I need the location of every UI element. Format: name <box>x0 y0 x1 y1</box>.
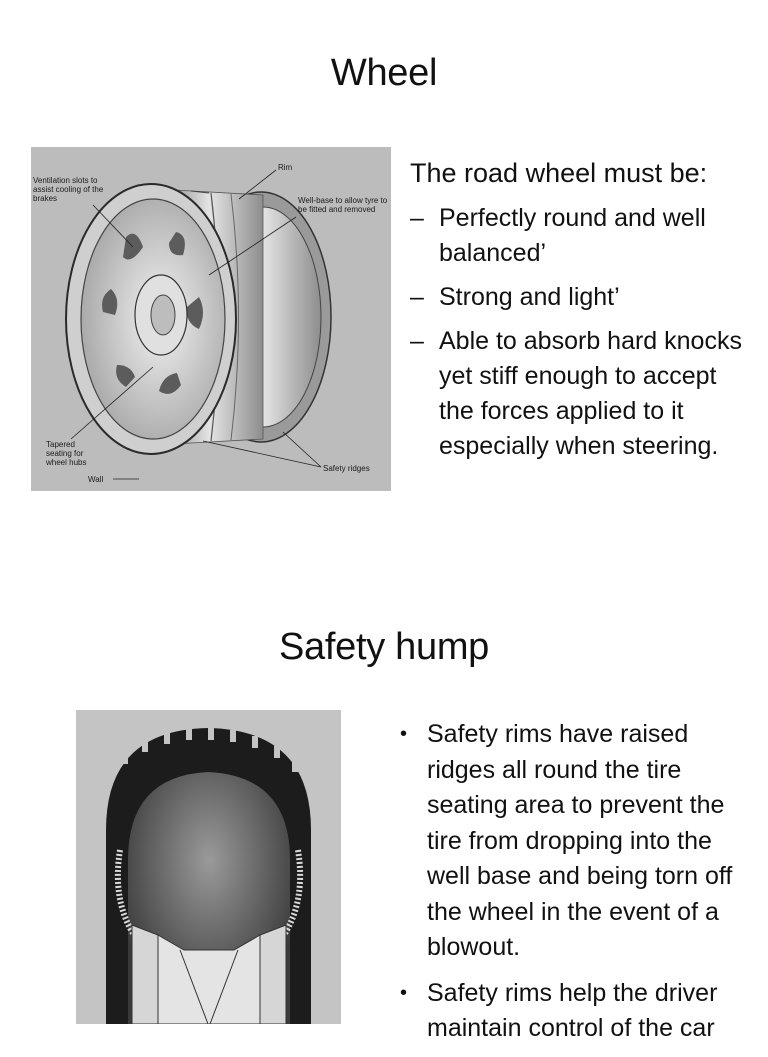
callout-tapered-seating: Tapered seating for wheel hubs <box>46 440 87 467</box>
callout-ventilation-slots: Ventilation slots to assist cooling of the brakes <box>33 176 104 203</box>
dash-marker: – <box>410 327 424 355</box>
callout-well-base: Well-base to allow tyre to be fitted and removed <box>298 196 388 214</box>
dash-marker: – <box>410 283 424 311</box>
list-item: • Safety rims have raised ridges all round the tire seating area to prevent the tire from dropping into the well base and being torn off the wheel in the event of a blowout. <box>398 717 738 966</box>
wheel-diagram-image <box>31 147 391 491</box>
intro-text: The road wheel must be: <box>410 158 708 188</box>
slide-title-safety-hump: Safety hump <box>278 626 490 668</box>
safety-hump-list <box>398 717 738 1057</box>
list-item: – Strong and light’ <box>410 280 750 315</box>
callout-wall: Wall <box>88 475 104 484</box>
callout-safety-ridges: Safety ridges <box>323 464 370 473</box>
dash-marker: – <box>410 204 424 232</box>
safety-hump-diagram-image <box>76 710 341 1024</box>
callout-rim: Rim <box>278 163 293 172</box>
list-item: • Safety rims help the driver maintain control of the car <box>398 976 738 1047</box>
bullet-marker: • <box>400 981 408 1004</box>
requirements-list <box>410 201 750 473</box>
tire-cross-section-drawing <box>76 710 341 1024</box>
bullet-marker: • <box>400 723 408 745</box>
list-item: – Able to absorb hard knocks yet stiff enough to accept the forces applied to it especially when steering. <box>410 324 750 464</box>
slide-title-wheel: Wheel <box>330 52 438 94</box>
list-item: – Perfectly round and well balanced’ <box>410 201 750 271</box>
